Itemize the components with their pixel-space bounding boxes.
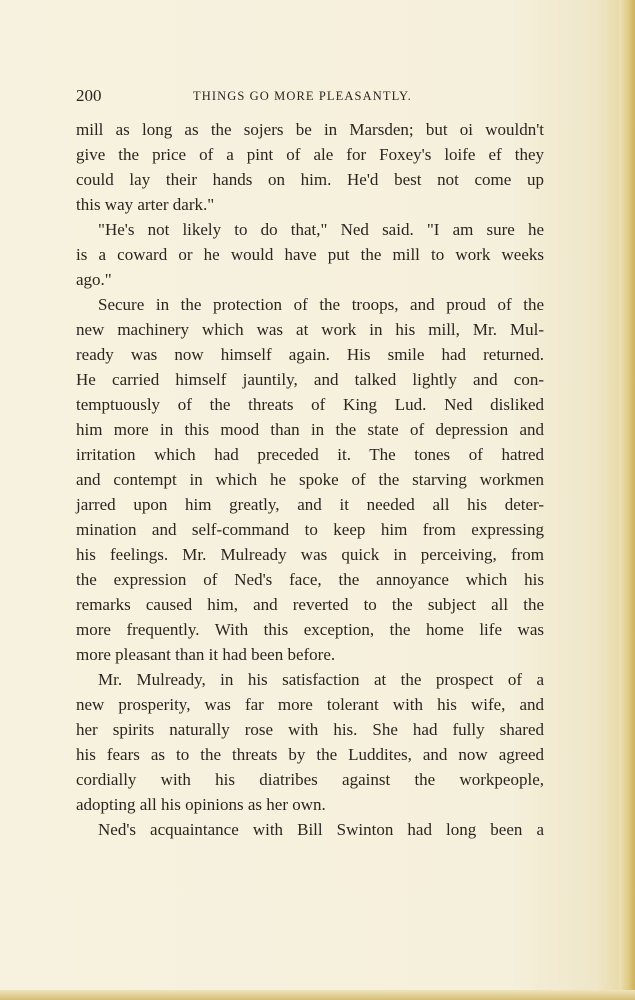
text-line: this way arter dark." — [76, 195, 215, 214]
page-bottom-edge — [0, 990, 635, 1000]
text-line: He carried himself jauntily, and talked lightly and con- — [76, 370, 544, 389]
text-line: mination and self-command to keep him from expressing — [76, 520, 544, 539]
text-line: remarks caused him, and reverted to the subject all the — [76, 595, 544, 614]
text-line: new prosperity, was far more tolerant with his wife, and — [76, 695, 544, 714]
text-line: cordially with his diatribes against the workpeople, — [76, 770, 544, 789]
text-line: and contempt in which he spoke of the starving workmen — [76, 470, 544, 489]
text-line: more pleasant than it had been before. — [76, 645, 336, 664]
text-line: is a coward or he would have put the mill to work weeks — [76, 245, 544, 264]
text-line: ago." — [76, 270, 112, 289]
text-line: her spirits naturally rose with his. She had fully shared — [76, 720, 544, 739]
text-line: his fears as to the threats by the Luddites, and now agreed — [76, 745, 544, 764]
text-line: ready was now himself again. His smile had returned. — [76, 345, 544, 364]
page-number: 200 — [76, 86, 102, 105]
page-header — [76, 86, 544, 106]
text-line: "He's not likely to do that," Ned said. "I am sure he — [98, 220, 544, 239]
text-line: his feelings. Mr. Mulready was quick in perceiving, from — [76, 545, 544, 564]
text-line: mill as long as the sojers be in Marsden; but oi wouldn't — [76, 120, 544, 139]
text-line: temptuously of the threats of King Lud. Ned disliked — [76, 395, 544, 414]
text-line: Secure in the protection of the troops, and proud of the — [98, 295, 544, 314]
text-line: could lay their hands on him. He'd best not come up — [76, 170, 544, 189]
text-line: Mr. Mulready, in his satisfaction at the prospect of a — [98, 670, 544, 689]
text-line: adopting all his opinions as her own. — [76, 795, 326, 814]
page-edge-shadow — [619, 0, 635, 1000]
text-line: Ned's acquaintance with Bill Swinton had long been a — [98, 820, 544, 839]
body-text — [76, 117, 544, 842]
text-line: more frequently. With this exception, the home life was — [76, 620, 544, 639]
text-line: irritation which had preceded it. The tones of hatred — [76, 445, 544, 464]
text-line: him more in this mood than in the state of depression and — [76, 420, 544, 439]
text-line: give the price of a pint of ale for Foxey's loife ef they — [76, 145, 544, 164]
text-line: new machinery which was at work in his mill, Mr. Mul- — [76, 320, 544, 339]
text-line: the expression of Ned's face, the annoyance which his — [76, 570, 544, 589]
text-line: jarred upon him greatly, and it needed all his deter- — [76, 495, 544, 514]
running-head: THINGS GO MORE PLEASANTLY. — [193, 89, 412, 103]
